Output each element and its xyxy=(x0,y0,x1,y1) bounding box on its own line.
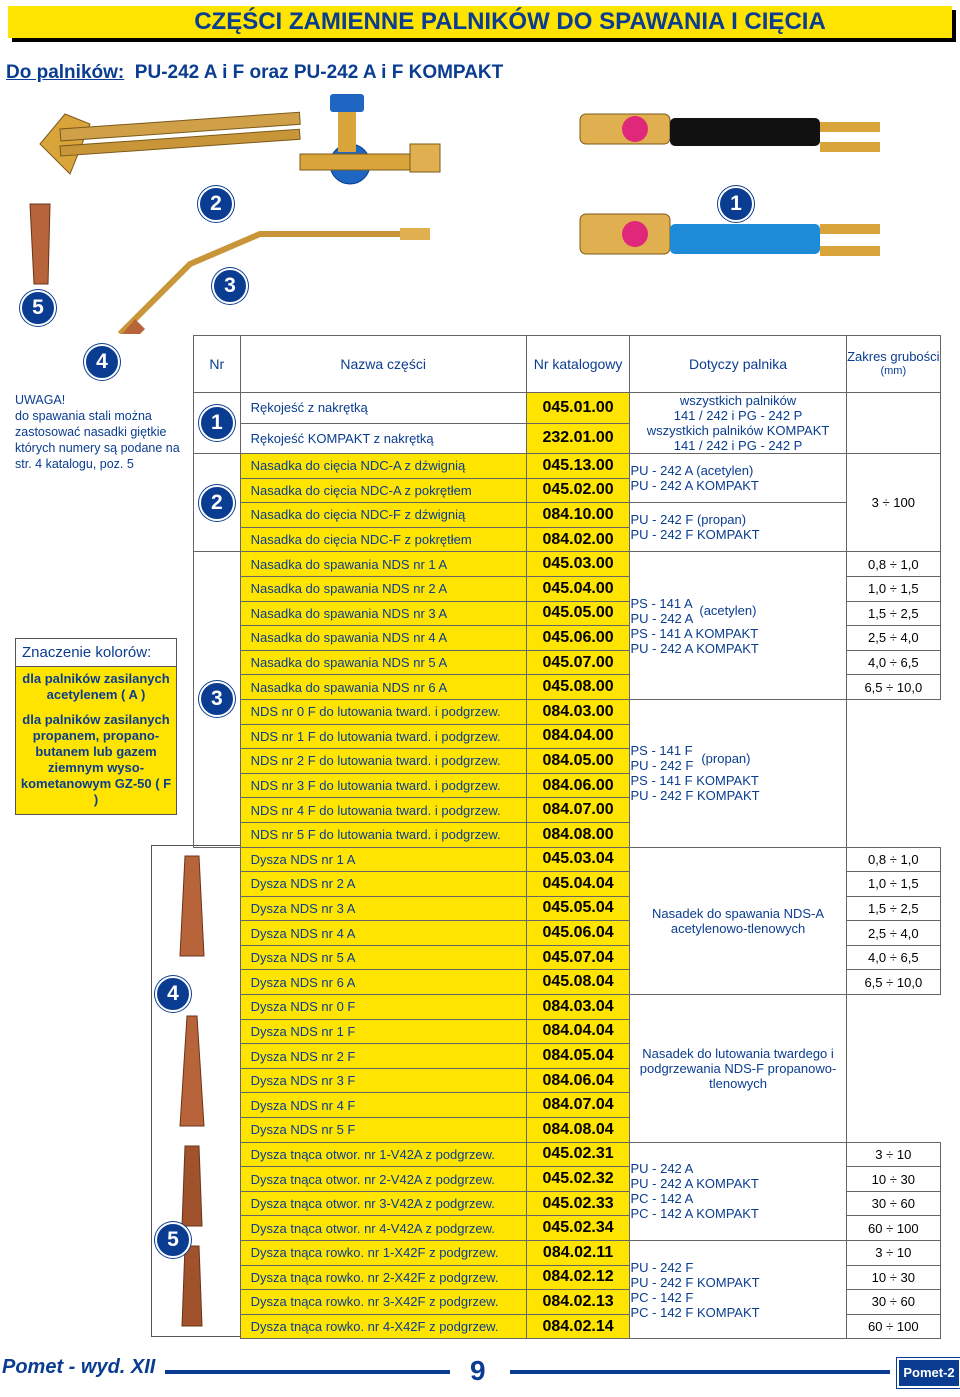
zakres-value: 4,0 ÷ 6,5 xyxy=(846,650,940,675)
applies-text: PU - 242 A xyxy=(630,610,694,626)
zakres-empty xyxy=(846,699,940,847)
applies-text: PU - 242 F xyxy=(630,1259,694,1275)
catalog-number: 084.10.00 xyxy=(526,503,630,528)
footer-rule-right xyxy=(510,1370,890,1374)
applies-text: PS - 141 F xyxy=(630,743,693,759)
applies-gas: (acetylen) xyxy=(699,603,757,619)
applies-text: 141 / 242 i PG - 242 P xyxy=(673,438,803,453)
header-nr: Nr xyxy=(194,336,241,393)
catalog-number: 045.08.04 xyxy=(526,970,630,995)
applies-group-5f xyxy=(630,1241,846,1339)
applies-text: PU - 242 F KOMPAKT xyxy=(630,1274,760,1290)
header-zakres-unit: (mm) xyxy=(880,365,907,377)
zakres-value: 10 ÷ 30 xyxy=(846,1265,940,1290)
applies-text: 141 / 242 i PG - 242 P xyxy=(673,408,803,423)
part-name: Dysza NDS nr 5 A xyxy=(240,945,526,970)
zakres-value: 1,5 ÷ 2,5 xyxy=(846,601,940,626)
part-name: Dysza NDS nr 2 A xyxy=(240,872,526,897)
applies-text: PC - 142 F xyxy=(630,1289,694,1305)
catalog-number: 084.07.04 xyxy=(526,1093,630,1118)
group-1-nr xyxy=(194,393,241,454)
catalog-number: 084.02.11 xyxy=(526,1241,630,1266)
catalog-number: 045.13.00 xyxy=(526,454,630,479)
catalog-number: 045.08.00 xyxy=(526,675,630,700)
table-row xyxy=(194,454,941,479)
zakres-value: 60 ÷ 100 xyxy=(846,1314,940,1339)
part-name: Dysza tnąca otwor. nr 1-V42A z podgrzew. xyxy=(240,1142,526,1167)
part-name: NDS nr 2 F do lutowania tward. i podgrzew. xyxy=(240,749,526,774)
applies-text: PS - 141 F KOMPAKT xyxy=(630,773,759,789)
zakres-value: 6,5 ÷ 10,0 xyxy=(846,675,940,700)
part-name: Dysza NDS nr 1 F xyxy=(240,1019,526,1044)
part-name: Nasadka do spawania NDS nr 4 A xyxy=(240,626,526,651)
catalog-number: 084.03.04 xyxy=(526,995,630,1020)
callout-5-top: 5 xyxy=(20,290,56,326)
parts-table xyxy=(193,335,941,1339)
applies-group-4f: Nasadek do lutowania twardego i podgrzewania NDS-F propanowo-tlenowych xyxy=(630,995,846,1143)
legend-propane: dla palników zasilanych propanem, propano-butanem lub gazem ziemnym wyso-kometanowym GZ-50 ( F ) xyxy=(16,707,176,814)
callout-3-top: 3 xyxy=(212,268,248,304)
table-row xyxy=(194,1142,941,1167)
part-name: Dysza tnąca rowko. nr 2-X42F z podgrzew. xyxy=(240,1265,526,1290)
legend-acetylene: dla palników zasilanych acetylenem ( A ) xyxy=(16,667,176,707)
applies-text: PC - 142 A xyxy=(630,1191,694,1207)
applies-gas: (propan) xyxy=(701,750,751,766)
callout-4-top: 4 xyxy=(84,344,120,380)
part-name: Dysza NDS nr 1 A xyxy=(240,847,526,872)
part-name: Nasadka do cięcia NDC-F z pokrętłem xyxy=(240,527,526,552)
part-name: Dysza tnąca rowko. nr 1-X42F z podgrzew. xyxy=(240,1241,526,1266)
catalog-number: 045.06.00 xyxy=(526,626,630,651)
catalog-number: 084.05.00 xyxy=(526,749,630,774)
catalog-number: 084.02.00 xyxy=(526,527,630,552)
applies-group-1 xyxy=(630,393,846,454)
group-2-nr xyxy=(194,454,241,552)
callout-1-top: 1 xyxy=(718,186,754,222)
catalog-number: 045.02.33 xyxy=(526,1191,630,1216)
applies-text: PS - 141 A xyxy=(630,595,693,611)
applies-group-3a xyxy=(630,552,846,700)
title-banner xyxy=(8,6,952,38)
footer-brand: Pomet - wyd. XII xyxy=(2,1356,156,1378)
zakres-value: 2,5 ÷ 4,0 xyxy=(846,921,940,946)
table-row xyxy=(194,1241,941,1266)
catalog-number: 045.05.00 xyxy=(526,601,630,626)
part-name: Rękojeść KOMPAKT z nakrętką xyxy=(240,423,526,454)
zakres-value: 3 ÷ 10 xyxy=(846,1241,940,1266)
applies-group-2a xyxy=(630,454,846,503)
part-name: Nasadka do cięcia NDC-F z dźwignią xyxy=(240,503,526,528)
catalog-number: 045.07.00 xyxy=(526,650,630,675)
warning-text: do spawania stali można zastosować nasadki giętkie których numery są podane na str. 4 katalogu, poz. 5 xyxy=(15,409,180,471)
catalog-number: 045.07.04 xyxy=(526,945,630,970)
part-name: Dysza NDS nr 3 F xyxy=(240,1068,526,1093)
zakres-empty xyxy=(846,995,940,1143)
applies-text: PU - 242 F xyxy=(630,758,694,774)
table-row xyxy=(194,552,941,577)
catalog-number: 045.06.04 xyxy=(526,921,630,946)
catalog-number: 084.04.00 xyxy=(526,724,630,749)
callout-4-bottom: 4 xyxy=(155,976,191,1012)
page-number: 9 xyxy=(470,1355,486,1386)
part-name: Dysza tnąca rowko. nr 3-X42F z podgrzew. xyxy=(240,1290,526,1315)
catalog-number: 045.05.04 xyxy=(526,896,630,921)
catalog-number: 084.02.14 xyxy=(526,1314,630,1339)
applies-text: wszystkich palników xyxy=(679,393,797,408)
callout-2-top: 2 xyxy=(198,186,234,222)
zakres-value: 6,5 ÷ 10,0 xyxy=(846,970,940,995)
part-name: Nasadka do spawania NDS nr 2 A xyxy=(240,576,526,601)
applies-text: PU - 242 F KOMPAKT xyxy=(630,788,760,804)
group-3-nr xyxy=(194,552,241,847)
applies-group-5a xyxy=(630,1142,846,1240)
applies-text: PU - 242 A KOMPAKT xyxy=(630,640,759,656)
callout-1: 1 xyxy=(199,405,235,441)
catalog-number: 045.03.00 xyxy=(526,552,630,577)
zakres-empty xyxy=(846,393,940,454)
applies-group-3f xyxy=(630,699,846,847)
catalog-number: 084.06.04 xyxy=(526,1068,630,1093)
catalog-number: 084.07.00 xyxy=(526,798,630,823)
zakres-value: 1,0 ÷ 1,5 xyxy=(846,576,940,601)
table-row xyxy=(194,995,941,1020)
header-name: Nazwa części xyxy=(240,336,526,393)
part-name: Dysza NDS nr 6 A xyxy=(240,970,526,995)
table-header xyxy=(194,336,941,393)
applies-group-4a: Nasadek do spawania NDS-A acetylenowo-tlenowych xyxy=(630,847,846,995)
zakres-value: 60 ÷ 100 xyxy=(846,1216,940,1241)
warning-title: UWAGA! xyxy=(15,393,66,407)
catalog-number: 045.01.00 xyxy=(526,393,630,424)
applies-text: PU - 242 A (acetylen) xyxy=(630,463,754,479)
zakres-value: 0,8 ÷ 1,0 xyxy=(846,847,940,872)
subtitle-models: PU-242 A i F oraz PU-242 A i F KOMPAKT xyxy=(134,62,504,83)
zakres-value: 30 ÷ 60 xyxy=(846,1290,940,1315)
catalog-number: 045.04.04 xyxy=(526,872,630,897)
color-legend xyxy=(15,638,177,815)
header-catalog: Nr katalogowy xyxy=(526,336,630,393)
catalog-number: 045.02.34 xyxy=(526,1216,630,1241)
applies-text: PU - 242 F (propan) xyxy=(630,512,747,528)
header-zakres-label: Zakres grubości xyxy=(847,349,940,364)
applies-text: PU - 242 F KOMPAKT xyxy=(630,527,760,543)
part-name: NDS nr 0 F do lutowania tward. i podgrzew. xyxy=(240,699,526,724)
catalog-number: 084.02.13 xyxy=(526,1290,630,1315)
zakres-value: 3 ÷ 10 xyxy=(846,1142,940,1167)
subtitle xyxy=(6,62,503,84)
part-name: Dysza NDS nr 0 F xyxy=(240,995,526,1020)
footer-rule-left xyxy=(165,1370,450,1374)
table-row xyxy=(194,503,941,528)
catalog-number: 084.03.00 xyxy=(526,699,630,724)
header-dotyczy: Dotyczy palnika xyxy=(630,336,846,393)
part-name: Nasadka do spawania NDS nr 1 A xyxy=(240,552,526,577)
part-name: Dysza NDS nr 3 A xyxy=(240,896,526,921)
zakres-value: 30 ÷ 60 xyxy=(846,1191,940,1216)
applies-group-2b xyxy=(630,503,846,552)
zakres-value: 0,8 ÷ 1,0 xyxy=(846,552,940,577)
part-name: Nasadka do spawania NDS nr 6 A xyxy=(240,675,526,700)
torch-a-image xyxy=(40,94,440,184)
part-name: Dysza NDS nr 4 A xyxy=(240,921,526,946)
warning-note xyxy=(15,392,187,472)
catalog-number: 232.01.00 xyxy=(526,423,630,454)
catalog-number: 084.08.00 xyxy=(526,822,630,847)
page-title: CZĘŚCI ZAMIENNE PALNIKÓW DO SPAWANIA I CIĘCIA xyxy=(194,8,826,35)
group-4-5-nr xyxy=(194,847,241,1339)
part-name: NDS nr 3 F do lutowania tward. i podgrzew. xyxy=(240,773,526,798)
catalog-number: 045.02.31 xyxy=(526,1142,630,1167)
catalog-number: 045.03.04 xyxy=(526,847,630,872)
catalog-number: 045.02.32 xyxy=(526,1167,630,1192)
part-name: NDS nr 5 F do lutowania tward. i podgrzew. xyxy=(240,822,526,847)
subtitle-prefix: Do palników: xyxy=(6,62,125,83)
part-name: Nasadka do spawania NDS nr 3 A xyxy=(240,601,526,626)
applies-text: PC - 142 F KOMPAKT xyxy=(630,1304,760,1320)
zakres-value: 1,5 ÷ 2,5 xyxy=(846,896,940,921)
applies-text: PU - 242 A KOMPAKT xyxy=(630,1176,759,1192)
applies-text: PC - 142 A KOMPAKT xyxy=(630,1206,759,1222)
torch-compact-image xyxy=(580,114,880,256)
part-name: NDS nr 1 F do lutowania tward. i podgrzew. xyxy=(240,724,526,749)
catalog-number: 084.02.12 xyxy=(526,1265,630,1290)
catalog-number: 084.04.04 xyxy=(526,1019,630,1044)
zakres-value: 1,0 ÷ 1,5 xyxy=(846,872,940,897)
part-name: Dysza NDS nr 2 F xyxy=(240,1044,526,1069)
catalog-number: 084.05.04 xyxy=(526,1044,630,1069)
zakres-value: 4,0 ÷ 6,5 xyxy=(846,945,940,970)
zakres-value: 2,5 ÷ 4,0 xyxy=(846,626,940,651)
part-name: Nasadka do spawania NDS nr 5 A xyxy=(240,650,526,675)
table-row xyxy=(194,699,941,724)
callout-3: 3 xyxy=(199,681,235,717)
part-name: Dysza tnąca otwor. nr 4-V42A z podgrzew. xyxy=(240,1216,526,1241)
catalog-number: 084.08.04 xyxy=(526,1118,630,1143)
applies-text: PU - 242 A xyxy=(630,1161,694,1177)
part-name: Nasadka do cięcia NDC-A z pokrętłem xyxy=(240,478,526,503)
catalog-number: 045.02.00 xyxy=(526,478,630,503)
applies-text: wszystkich palników KOMPAKT xyxy=(646,423,830,438)
table-row xyxy=(194,393,941,424)
applies-text: PS - 141 A KOMPAKT xyxy=(630,625,759,641)
applies-text: PU - 242 A KOMPAKT xyxy=(630,478,759,494)
part-name: Dysza NDS nr 4 F xyxy=(240,1093,526,1118)
part-name: Dysza NDS nr 5 F xyxy=(240,1118,526,1143)
torch-illustration xyxy=(0,84,960,334)
part-name: NDS nr 4 F do lutowania tward. i podgrzew. xyxy=(240,798,526,823)
part-name: Dysza tnąca otwor. nr 2-V42A z podgrzew. xyxy=(240,1167,526,1192)
zakres-value: 3 ÷ 100 xyxy=(846,454,940,552)
pomet-logo: Pomet-2 xyxy=(897,1358,960,1388)
catalog-number: 084.06.00 xyxy=(526,773,630,798)
table-row xyxy=(194,847,941,872)
legend-heading: Znaczenie kolorów: xyxy=(16,639,176,667)
part-name: Dysza tnąca otwor. nr 3-V42A z podgrzew. xyxy=(240,1191,526,1216)
callout-5-bottom: 5 xyxy=(155,1222,191,1258)
part-name: Nasadka do cięcia NDC-A z dźwignią xyxy=(240,454,526,479)
catalog-number: 045.04.00 xyxy=(526,576,630,601)
callout-2: 2 xyxy=(199,485,235,521)
part-name: Dysza tnąca rowko. nr 4-X42F z podgrzew. xyxy=(240,1314,526,1339)
zakres-value: 10 ÷ 30 xyxy=(846,1167,940,1192)
header-zakres xyxy=(846,336,940,393)
part-name: Rękojeść z nakrętką xyxy=(240,393,526,424)
